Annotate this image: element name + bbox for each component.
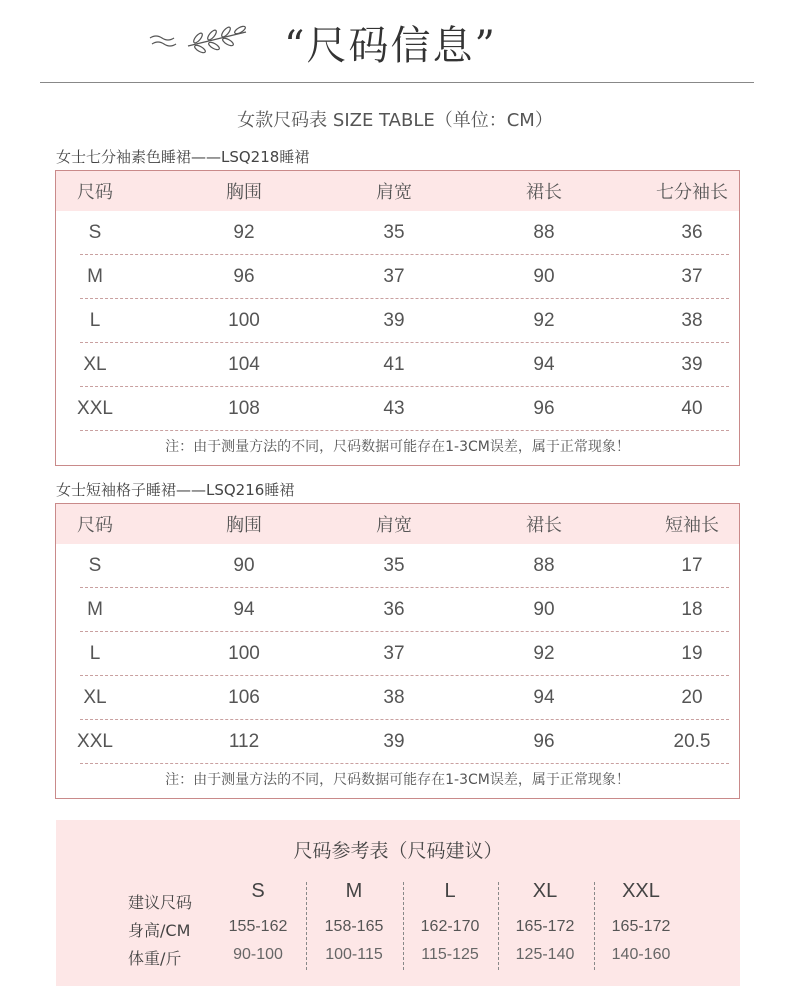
size-reference-box <box>56 820 740 986</box>
row-divider <box>80 430 729 431</box>
table-row <box>56 720 739 764</box>
header-cell: 肩宽 <box>376 515 412 536</box>
table-cell: 41 <box>383 354 405 375</box>
table-cell: M <box>87 266 103 287</box>
table-cell: 38 <box>383 687 405 708</box>
table-cell: 20 <box>681 687 703 708</box>
table-cell: 88 <box>533 222 555 243</box>
table-cell: 38 <box>681 310 703 331</box>
table-cell: 108 <box>228 398 260 419</box>
size-table-1 <box>55 170 740 466</box>
size-table-heading: 女款尺码表 SIZE TABLE（单位：CM） <box>237 110 553 131</box>
product-title-1: 女士七分袖素色睡裙——LSQ218睡裙 <box>56 148 310 166</box>
table-cell: XXL <box>77 731 113 752</box>
table-cell: 35 <box>383 555 405 576</box>
table-row <box>56 588 739 632</box>
reference-column-m <box>306 878 402 970</box>
table-cell: 39 <box>681 354 703 375</box>
page-title: “尺码信息” <box>284 23 497 69</box>
reference-height: 165-172 <box>515 918 575 935</box>
reference-height: 162-170 <box>420 918 480 935</box>
table-cell: 19 <box>681 643 703 664</box>
reference-title: 尺码参考表（尺码建议） <box>293 840 503 862</box>
table-note: 注：由于测量方法的不同，尺码数据可能存在1-3CM误差，属于正常现象！ <box>165 439 630 455</box>
table-cell: M <box>87 599 103 620</box>
header-cell: 胸围 <box>226 515 262 536</box>
table-cell: 96 <box>533 398 555 419</box>
header-cell: 尺码 <box>77 182 113 203</box>
size-table-2 <box>55 503 740 799</box>
reference-size: XL <box>532 880 558 902</box>
header-cell: 胸围 <box>226 182 262 203</box>
reference-height: 165-172 <box>611 918 671 935</box>
table-cell: 90 <box>233 555 255 576</box>
table-row <box>56 211 739 255</box>
table-cell: 94 <box>233 599 255 620</box>
table-cell: 100 <box>228 310 260 331</box>
reference-weight: 115-125 <box>421 946 479 963</box>
header-cell: 尺码 <box>77 515 113 536</box>
table-cell: XL <box>83 687 107 708</box>
table-row <box>56 299 739 343</box>
table-cell: L <box>89 643 101 664</box>
reference-weight: 90-100 <box>233 946 283 963</box>
reference-size: M <box>345 880 363 902</box>
table-cell: 96 <box>233 266 255 287</box>
table-row <box>56 632 739 676</box>
table-cell: XXL <box>77 398 113 419</box>
reference-height: 158-165 <box>324 918 384 935</box>
table-cell: 100 <box>228 643 260 664</box>
table-row <box>56 387 739 431</box>
header-cell: 裙长 <box>526 182 562 203</box>
table-row <box>56 343 739 387</box>
table-cell: 18 <box>681 599 703 620</box>
table-cell: S <box>88 222 102 243</box>
header-cell: 短袖长 <box>665 515 719 536</box>
table-cell: 36 <box>383 599 405 620</box>
table-cell: 106 <box>228 687 260 708</box>
table-cell: 37 <box>681 266 703 287</box>
table-cell: 35 <box>383 222 405 243</box>
reference-column-xxl <box>593 878 689 970</box>
table-cell: 37 <box>383 643 405 664</box>
reference-size: S <box>251 880 265 902</box>
header-cell: 裙长 <box>526 515 562 536</box>
table-cell: 94 <box>533 354 555 375</box>
table-cell: S <box>88 555 102 576</box>
table-cell: 39 <box>383 310 405 331</box>
table-cell: 36 <box>681 222 703 243</box>
table-cell: 20.5 <box>673 731 711 752</box>
header-cell: 七分袖长 <box>656 182 728 203</box>
table-note: 注：由于测量方法的不同，尺码数据可能存在1-3CM误差，属于正常现象！ <box>165 772 630 788</box>
table-cell: 39 <box>383 731 405 752</box>
table-cell: 90 <box>533 266 555 287</box>
reference-weight: 100-115 <box>325 946 383 963</box>
table-cell: L <box>89 310 101 331</box>
table-header <box>56 504 739 544</box>
table-cell: 92 <box>233 222 255 243</box>
reference-label-size: 建议尺码 <box>128 893 193 912</box>
table-cell: 37 <box>383 266 405 287</box>
table-cell: 17 <box>681 555 703 576</box>
table-cell: 88 <box>533 555 555 576</box>
reference-column-l <box>402 878 498 970</box>
table-row <box>56 544 739 588</box>
reference-column-s <box>210 878 306 970</box>
table-cell: 112 <box>228 731 260 752</box>
table-row <box>56 255 739 299</box>
reference-size: L <box>444 880 456 902</box>
reference-height: 155-162 <box>228 918 288 935</box>
table-cell: 40 <box>681 398 703 419</box>
header <box>0 0 790 84</box>
reference-weight: 140-160 <box>611 946 671 963</box>
table-cell: 92 <box>533 643 555 664</box>
table-cell: 92 <box>533 310 555 331</box>
reference-weight: 125-140 <box>515 946 575 963</box>
table-row <box>56 676 739 720</box>
table-header <box>56 171 739 211</box>
header-divider <box>40 82 754 83</box>
table-cell: XL <box>83 354 107 375</box>
table-cell: 43 <box>383 398 405 419</box>
leaf-branch-icon <box>148 22 248 56</box>
table-cell: 104 <box>228 354 260 375</box>
table-cell: 96 <box>533 731 555 752</box>
reference-column-xl <box>497 878 593 970</box>
reference-label-height: 身高/CM <box>128 921 191 940</box>
table-cell: 90 <box>533 599 555 620</box>
reference-label-weight: 体重/斤 <box>128 949 182 968</box>
table-cell: 94 <box>533 687 555 708</box>
reference-size: XXL <box>622 880 660 902</box>
header-cell: 肩宽 <box>376 182 412 203</box>
product-title-2: 女士短袖格子睡裙——LSQ216睡裙 <box>56 481 295 499</box>
row-divider <box>80 763 729 764</box>
